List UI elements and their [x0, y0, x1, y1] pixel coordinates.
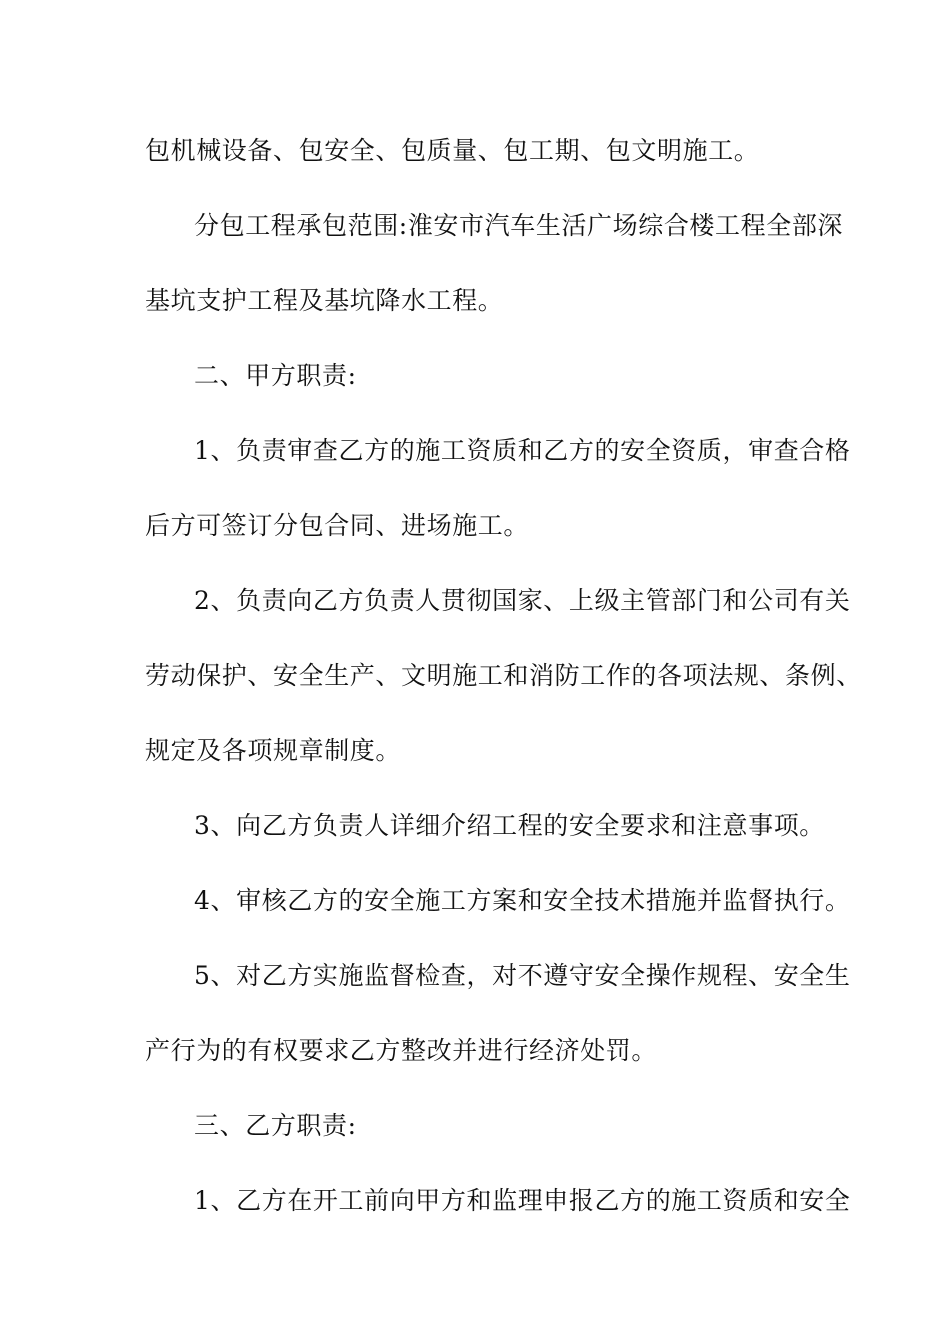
section-heading: 三、乙方职责: — [194, 1111, 357, 1140]
paragraph-line: 规定及各项规章制度。 — [145, 736, 402, 765]
paragraph-line: 劳动保护、安全生产、文明施工和消防工作的各项法规、条例、 — [145, 661, 862, 690]
paragraph-line: 4、审核乙方的安全施工方案和安全技术措施并监督执行。 — [194, 886, 851, 915]
paragraph-line: 1、乙方在开工前向甲方和监理申报乙方的施工资质和安全 — [194, 1186, 851, 1215]
paragraph-line: 后方可签订分包合同、进场施工。 — [145, 511, 530, 540]
paragraph-line: 产行为的有权要求乙方整改并进行经济处罚。 — [145, 1036, 658, 1065]
paragraph-line: 3、向乙方负责人详细介绍工程的安全要求和注意事项。 — [194, 811, 825, 840]
paragraph-line: 1、负责审查乙方的施工资质和乙方的安全资质，审查合格 — [194, 436, 851, 465]
paragraph-line: 基坑支护工程及基坑降水工程。 — [145, 286, 504, 315]
paragraph-line: 5、对乙方实施监督检查，对不遵守安全操作规程、安全生 — [194, 961, 851, 990]
paragraph-line: 包机械设备、包安全、包质量、包工期、包文明施工。 — [145, 136, 760, 165]
paragraph-line: 2、负责向乙方负责人贯彻国家、上级主管部门和公司有关 — [194, 586, 851, 615]
section-heading: 二、甲方职责: — [194, 361, 357, 390]
paragraph-line: 分包工程承包范围:淮安市汽车生活广场综合楼工程全部深 — [194, 211, 844, 240]
